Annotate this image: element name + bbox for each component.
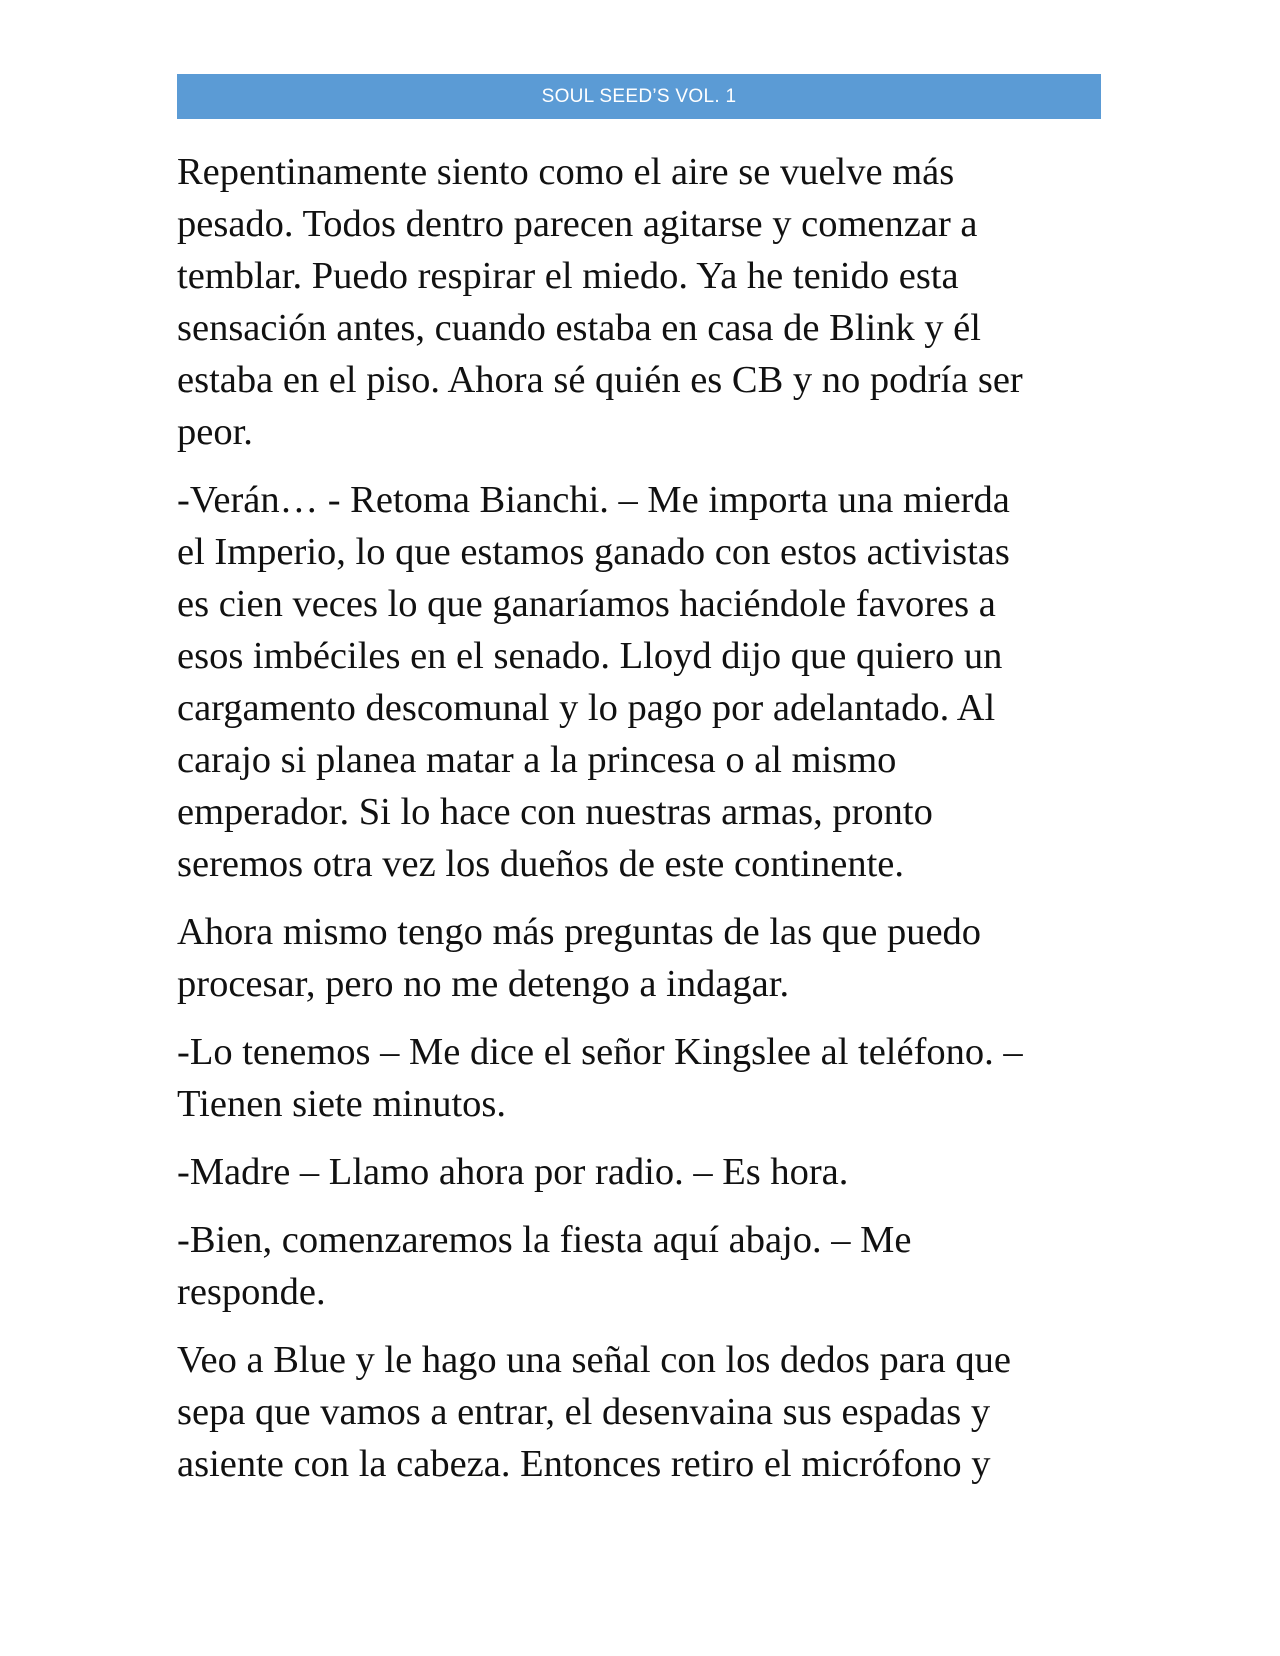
paragraph: Veo a Blue y le hago una señal con los dedos para que sepa que vamos a entrar, el desenvaina sus espadas y asiente con la cabeza. Entonces retiro el micrófono y (177, 1339, 1011, 1485)
paragraph: Repentinamente siento como el aire se vuelve más pesado. Todos dentro parecen agitarse y comenzar a temblar. Puedo respirar el miedo. Ya he tenido esta sensación antes, cuando estaba en casa de Blink y él estaba en el piso. Ahora sé quién es CB y no podría ser peor. (177, 151, 1023, 453)
paragraph: Ahora mismo tengo más preguntas de las que puedo procesar, pero no me detengo a indagar. (177, 911, 982, 1005)
running-header (177, 74, 1101, 119)
paragraph: -Lo tenemos – Me dice el señor Kingslee al teléfono. – Tienen siete minutos. (177, 1031, 1023, 1125)
paragraph: -Verán… - Retoma Bianchi. – Me importa una mierda el Imperio, lo que estamos ganado con estos activistas es cien veces lo que ganaríamos haciéndole favores a esos imbéciles en el senado. Lloyd dijo que quiero un cargamento descomunal y lo pago por adelantado. Al carajo si planea matar a la princesa o al mismo emperador. Si lo hace con nuestras armas, pronto seremos otra vez los dueños de este continente. (177, 479, 1010, 885)
paragraph: -Bien, comenzaremos la fiesta aquí abajo. – Me responde. (177, 1219, 912, 1313)
header-title: SOUL SEED’S VOL. 1 (541, 85, 737, 107)
body-text (177, 146, 1107, 1506)
paragraph: -Madre – Llamo ahora por radio. – Es hora. (177, 1151, 849, 1193)
